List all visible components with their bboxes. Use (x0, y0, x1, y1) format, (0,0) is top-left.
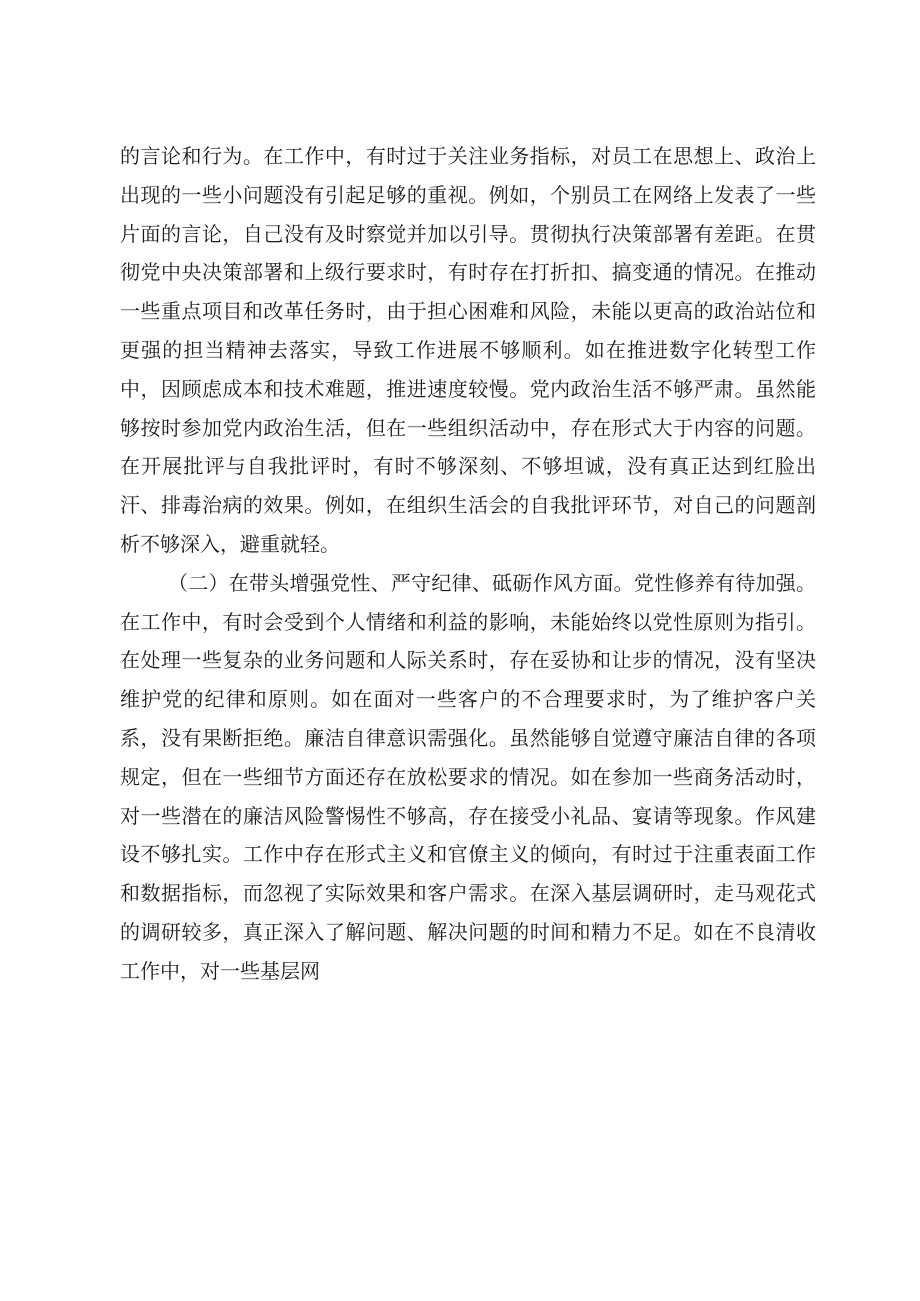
paragraph-section-two: （二）在带头增强党性、严守纪律、砥砺作风方面。党性修养有待加强。在工作中，有时会受到个人情绪和利益的影响，未能始终以党性原则为指引。在处理一些复杂的业务问题和人际关系时，存在妥协和让步的情况，没有坚决维护党的纪律和原则。如在面对一些客户的不合理要求时，为了维护客户关系，没有果断拒绝。廉洁自律意识需强化。虽然能够自觉遵守廉洁自律的各项规定，但在一些细节方面还存在放松要求的情况。如在参加一些商务活动时，对一些潜在的廉洁风险警惕性不够高，存在接受小礼品、宴请等现象。作风建设不够扎实。工作中存在形式主义和官僚主义的倾向，有时过于注重表面工作和数据指标，而忽视了实际效果和客户需求。在深入基层调研时，走马观花式的调研较多，真正深入了解问题、解决问题的时间和精力不足。如在不良清收工作中，对一些基层网 (120, 570, 816, 983)
paragraph-continued: 的言论和行为。在工作中，有时过于关注业务指标，对员工在思想上、政治上出现的一些小问题没有引起足够的重视。例如，个别员工在网络上发表了一些片面的言论，自己没有及时察觉并加以引导。贯彻执行决策部署有差距。在贯彻党中央决策部署和上级行要求时，有时存在打折扣、搞变通的情况。在推动一些重点项目和改革任务时，由于担心困难和风险，未能以更高的政治站位和更强的担当精神去落实，导致工作进展不够顺利。如在推进数字化转型工作中，因顾虑成本和技术难题，推进速度较慢。党内政治生活不够严肃。虽然能够按时参加党内政治生活，但在一些组织活动中，存在形式大于内容的问题。在开展批评与自我批评时，有时不够深刻、不够坦诚，没有真正达到红脸出汗、排毒治病的效果。例如，在组织生活会的自我批评环节，对自己的问题剖析不够深入，避重就轻。 (120, 144, 816, 556)
document-body (120, 137, 816, 991)
